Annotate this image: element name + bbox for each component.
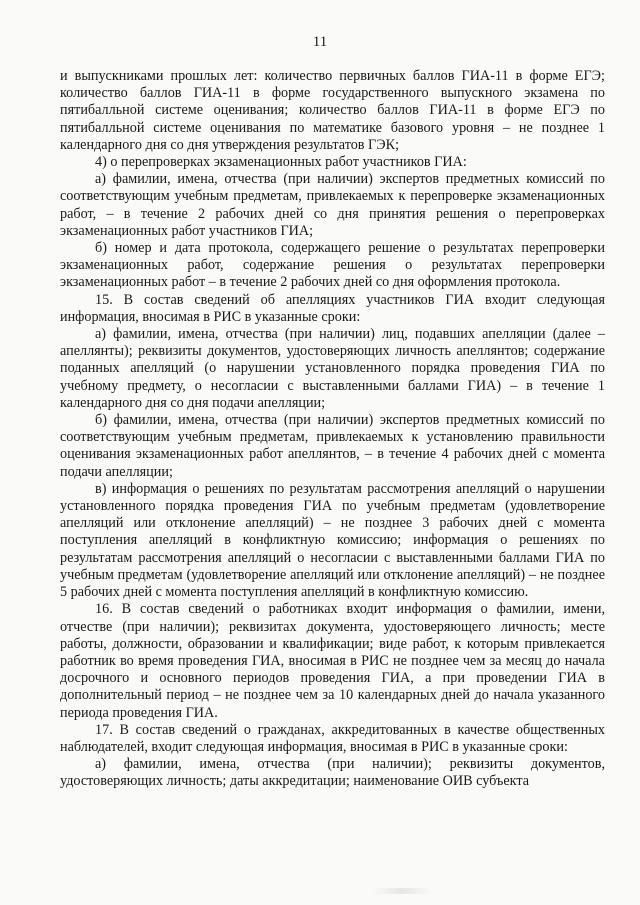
paragraph-continuation: и выпускниками прошлых лет: количество первичных баллов ГИА-11 в форме ЕГЭ; количество баллов ГИА-11 в форме государственного выпускного экзамена по пятибалльной системе оценивания; количество баллов ГИА-11 в форме ЕГЭ по пятибалльной системе оценивания по математике базового уровня – не позднее 1 календарного дня со дня утверждения результатов ГЭК; bbox=[60, 68, 605, 153]
paragraph-section-16: 16. В состав сведений о работниках входит информация о фамилии, имени, отчестве (при наличии); реквизитах документа, удостоверяющего личность; месте работы, должности, образовании и квалификации; виде работ, к которым привлекается работник во время проведения ГИА, вносимая в РИС не позднее чем за месяц до начала досрочного и основного периодов проведения ГИА, а при проведении ГИА в дополнительный период – не позднее чем за 10 календарных дней до начала указанного периода проведения ГИА. bbox=[60, 601, 605, 721]
paragraph-item-4a: а) фамилии, имена, отчества (при наличии) экспертов предметных комиссий по соответствующим учебным предметам, привлекаемых к перепроверке экзаменационных работ, – в течение 2 рабочих дней со дня принятия решения о перепроверках экзаменационных работ участников ГИА; bbox=[60, 171, 605, 239]
paragraph-section-15v: в) информация о решениях по результатам рассмотрения апелляций о нарушении установленного порядка проведения ГИА по учебным предметам (удовлетворение апелляций или отклонение апелляций) – не позднее 3 рабочих дней с момента поступления апелляций в конфликтную комиссию; информация о решениях по результатам рассмотрения апелляций о несогласии с выставленными баллами ГИА по учебным предметам (удовлетворение апелляций или отклонение апелляций) – не позднее 5 рабочих дней с момента поступления апелляций в конфликтную комиссию. bbox=[60, 480, 605, 601]
page-number: 11 bbox=[312, 34, 328, 50]
paragraph-section-15: 15. В состав сведений об апелляциях участников ГИА входит следующая информация, вносимая в РИС в указанные сроки: bbox=[60, 291, 605, 325]
paragraph-section-17: 17. В состав сведений о гражданах, аккредитованных в качестве общественных наблюдателей, входит следующая информация, вносимая в РИС в указанные сроки: bbox=[60, 721, 605, 755]
paragraph-section-17a: а) фамилии, имена, отчества (при наличии); реквизиты документов, удостоверяющих личность; даты аккредитации; наименование ОИВ субъекта bbox=[60, 756, 605, 790]
scan-artifact bbox=[372, 888, 432, 894]
paragraph-section-15b: б) фамилии, имена, отчества (при наличии) экспертов предметных комиссий по соответствующим учебным предметам, привлекаемых к установлению правильности оценивания экзаменационных работ апеллянтов, – в течение 4 рабочих дней с момента подачи апелляции; bbox=[60, 412, 605, 480]
paragraph-section-15a: а) фамилии, имена, отчества (при наличии) лиц, подавших апелляции (далее – апеллянты); реквизиты документов, удостоверяющих личность апеллянтов; содержание поданных апелляций (о нарушении установленного порядка проведения ГИА по учебному предмету, о несогласии с выставленными баллами ГИА) – в течение 1 календарного дня со дня подачи апелляции; bbox=[60, 326, 605, 411]
paragraph-item-4b: б) номер и дата протокола, содержащего решение о результатах перепроверки экзаменационных работ, содержание решения о результатах перепроверки экзаменационных работ – в течение 2 рабочих дней со дня оформления протокола. bbox=[60, 240, 605, 291]
document-body bbox=[60, 68, 605, 791]
paragraph-item-4: 4) о перепроверках экзаменационных работ участников ГИА: bbox=[95, 154, 467, 171]
